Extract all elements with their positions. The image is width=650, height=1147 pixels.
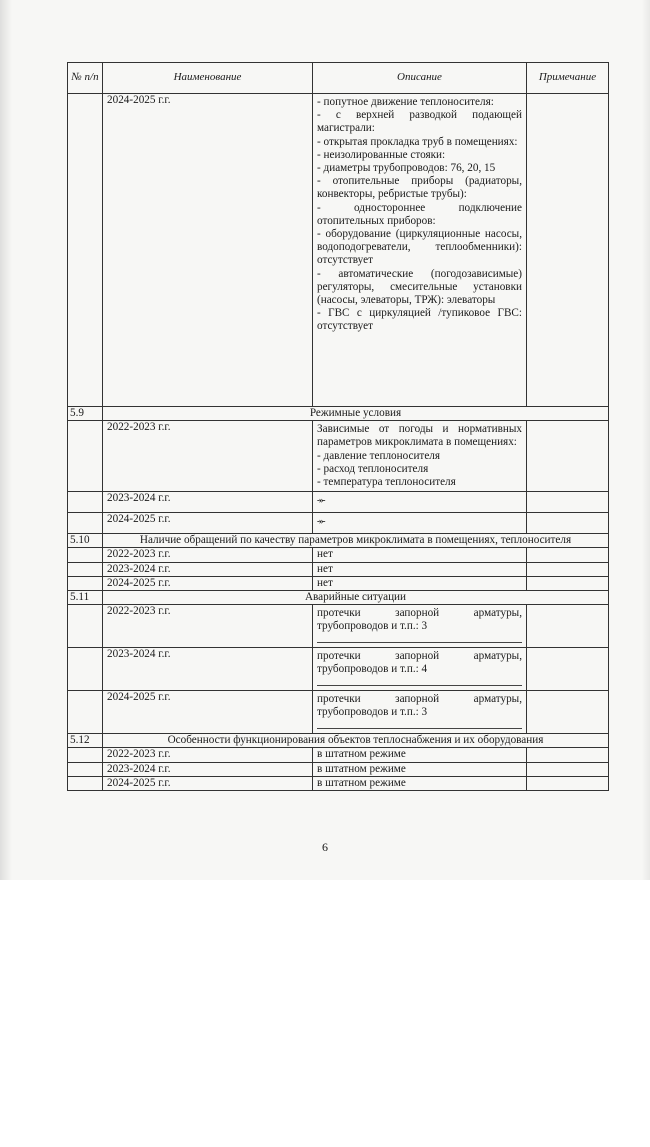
- note-cell: [527, 776, 609, 790]
- table-row: [68, 421, 609, 492]
- note-cell: [527, 94, 609, 407]
- header-desc: Описание: [313, 63, 527, 94]
- section-number: 5.9: [68, 407, 103, 421]
- desc-text: протечки запорной арматуры, трубопроводов и т.п.: 3: [317, 607, 522, 633]
- table-row: [68, 513, 609, 534]
- ditto-mark: -»-: [317, 495, 325, 506]
- table-row: [68, 94, 609, 407]
- num-cell: [68, 94, 103, 407]
- underline: [317, 720, 522, 729]
- desc-line: - открытая прокладка труб в помещениях:: [317, 135, 518, 148]
- scan-edge-shadow-right: [642, 0, 650, 880]
- desc-line: - одностороннее подключение отопительных приборов:: [317, 201, 522, 227]
- period-cell: 2023-2024 г.г.: [103, 562, 313, 576]
- period-cell: 2023-2024 г.г.: [103, 762, 313, 776]
- num-cell: [68, 605, 103, 648]
- description-cell: [313, 513, 527, 534]
- num-cell: [68, 576, 103, 590]
- period-cell: 2022-2023 г.г.: [103, 421, 313, 492]
- note-cell: [527, 648, 609, 691]
- period-cell: 2024-2025 г.г.: [103, 576, 313, 590]
- header-note: Примечание: [527, 63, 609, 94]
- description-cell: [313, 421, 527, 492]
- section-number: 5.11: [68, 591, 103, 605]
- table-row: [68, 576, 609, 590]
- desc-line: - ГВС с циркуляцией /тупиковое ГВС: отсутствует: [317, 307, 522, 333]
- desc-line: - автоматические (погодозависимые) регуляторы, смесительные установки (насосы, элеваторы, ТРЖ): элеваторы: [317, 267, 522, 307]
- period-cell: 2022-2023 г.г.: [103, 605, 313, 648]
- note-cell: [527, 562, 609, 576]
- period-cell: 2022-2023 г.г.: [103, 748, 313, 762]
- note-cell: [527, 748, 609, 762]
- table-row: [68, 762, 609, 776]
- description-cell: нет: [313, 548, 527, 562]
- section-row: [68, 534, 609, 548]
- desc-line: - отопительные приборы (радиаторы, конвекторы, ребристые трубы):: [317, 175, 522, 201]
- description-cell: в штатном режиме: [313, 776, 527, 790]
- period-cell: 2023-2024 г.г.: [103, 492, 313, 513]
- description-cell: нет: [313, 576, 527, 590]
- table-row: [68, 548, 609, 562]
- table-row: [68, 691, 609, 734]
- underline: [317, 634, 522, 643]
- period-cell: 2024-2025 г.г.: [103, 691, 313, 734]
- note-cell: [527, 762, 609, 776]
- note-cell: [527, 492, 609, 513]
- period-cell: 2024-2025 г.г.: [103, 94, 313, 407]
- header-num: № п/п: [68, 63, 103, 94]
- desc-line: - неизолированные стояки:: [317, 148, 446, 161]
- description-cell: в штатном режиме: [313, 748, 527, 762]
- desc-line: - попутное движение теплоносителя:: [317, 96, 494, 108]
- desc-line: - диаметры трубопроводов: 76, 20, 15: [317, 162, 496, 175]
- table-row: [68, 748, 609, 762]
- table-row: [68, 492, 609, 513]
- description-cell: [313, 492, 527, 513]
- note-cell: [527, 576, 609, 590]
- num-cell: [68, 513, 103, 534]
- desc-text: протечки запорной арматуры, трубопроводов и т.п.: 4: [317, 650, 522, 676]
- num-cell: [68, 748, 103, 762]
- report-table: [67, 62, 609, 791]
- desc-text: протечки запорной арматуры, трубопроводов и т.п.: 3: [317, 693, 522, 719]
- description-cell: в штатном режиме: [313, 762, 527, 776]
- num-cell: [68, 548, 103, 562]
- desc-line: - оборудование (циркуляционные насосы, водоподогреватели, теплообменники): отсутствует: [317, 228, 522, 267]
- description-cell: [313, 94, 527, 407]
- desc-line: - расход теплоносителя: [317, 462, 429, 475]
- section-row: [68, 407, 609, 421]
- period-cell: 2022-2023 г.г.: [103, 548, 313, 562]
- table-row: [68, 648, 609, 691]
- num-cell: [68, 762, 103, 776]
- section-title: Наличие обращений по качеству параметров микроклимата в помещениях, теплоносителя: [103, 534, 609, 548]
- desc-line: - с верхней разводкой подающей магистрали:: [317, 109, 522, 135]
- note-cell: [527, 691, 609, 734]
- section-number: 5.12: [68, 734, 103, 748]
- num-cell: [68, 562, 103, 576]
- num-cell: [68, 776, 103, 790]
- desc-line: - давление теплоносителя: [317, 449, 441, 462]
- description-cell: [313, 691, 527, 734]
- period-cell: 2023-2024 г.г.: [103, 648, 313, 691]
- table-row: [68, 562, 609, 576]
- table-header-row: [68, 63, 609, 94]
- page-number: 6: [322, 840, 328, 854]
- section-title: Аварийные ситуации: [103, 591, 609, 605]
- header-name: Наименование: [103, 63, 313, 94]
- section-number: 5.10: [68, 534, 103, 548]
- section-title: Особенности функционирования объектов теплоснабжения и их оборудования: [103, 734, 609, 748]
- scan-edge-shadow: [0, 0, 12, 880]
- section-row: [68, 591, 609, 605]
- desc-line: - температура теплоносителя: [317, 476, 456, 489]
- table-row: [68, 776, 609, 790]
- section-row: [68, 734, 609, 748]
- note-cell: [527, 513, 609, 534]
- description-cell: нет: [313, 562, 527, 576]
- note-cell: [527, 548, 609, 562]
- note-cell: [527, 421, 609, 492]
- table-row: [68, 605, 609, 648]
- description-cell: [313, 648, 527, 691]
- desc-line: Зависимые от погоды и нормативных параметров микроклимата в помещениях:: [317, 423, 522, 449]
- note-cell: [527, 605, 609, 648]
- ditto-mark: -»-: [317, 516, 325, 527]
- description-cell: [313, 605, 527, 648]
- num-cell: [68, 691, 103, 734]
- period-cell: 2024-2025 г.г.: [103, 776, 313, 790]
- num-cell: [68, 421, 103, 492]
- num-cell: [68, 648, 103, 691]
- num-cell: [68, 492, 103, 513]
- period-cell: 2024-2025 г.г.: [103, 513, 313, 534]
- section-title: Режимные условия: [103, 407, 609, 421]
- underline: [317, 677, 522, 686]
